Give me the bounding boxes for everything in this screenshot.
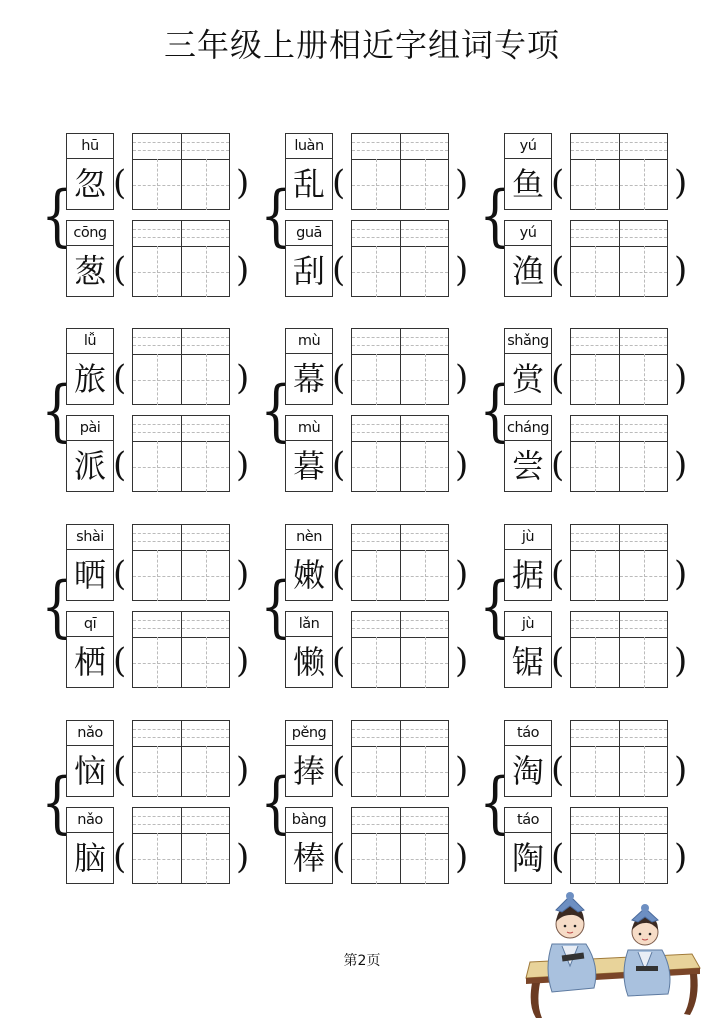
hanzi-character: 乱 bbox=[285, 158, 333, 210]
hanzi-character: 懒 bbox=[285, 636, 333, 688]
writing-grid-input[interactable] bbox=[351, 524, 449, 601]
left-paren: ( bbox=[551, 554, 565, 594]
writing-grid-input[interactable] bbox=[351, 220, 449, 297]
hanzi-character: 棒 bbox=[285, 832, 333, 884]
word-group bbox=[41, 720, 276, 890]
right-paren: ) bbox=[455, 445, 469, 485]
curly-brace: { bbox=[41, 568, 73, 645]
right-paren: ) bbox=[236, 641, 250, 681]
page-title: 三年级上册相近字组词专项 bbox=[163, 26, 560, 64]
char-row bbox=[66, 611, 276, 691]
hanzi-character: 忽 bbox=[66, 158, 114, 210]
writing-grid-input[interactable] bbox=[351, 415, 449, 492]
word-group bbox=[41, 524, 276, 694]
char-row bbox=[504, 611, 714, 691]
left-paren: ( bbox=[551, 445, 565, 485]
left-paren: ( bbox=[551, 837, 565, 877]
right-paren: ) bbox=[236, 445, 250, 485]
char-row bbox=[504, 328, 714, 408]
char-row bbox=[285, 220, 495, 300]
left-paren: ( bbox=[113, 554, 127, 594]
char-row bbox=[66, 720, 276, 800]
pinyin-label: mù bbox=[285, 415, 333, 441]
curly-brace: { bbox=[41, 372, 73, 449]
writing-grid-input[interactable] bbox=[132, 720, 230, 797]
left-paren: ( bbox=[551, 163, 565, 203]
writing-grid-input[interactable] bbox=[570, 415, 668, 492]
writing-grid-input[interactable] bbox=[132, 415, 230, 492]
writing-grid-input[interactable] bbox=[132, 807, 230, 884]
right-paren: ) bbox=[236, 837, 250, 877]
word-group bbox=[479, 328, 714, 498]
char-row bbox=[504, 720, 714, 800]
right-paren: ) bbox=[236, 358, 250, 398]
writing-grid-input[interactable] bbox=[351, 328, 449, 405]
pinyin-label: táo bbox=[504, 807, 552, 833]
writing-grid-input[interactable] bbox=[570, 328, 668, 405]
left-paren: ( bbox=[551, 750, 565, 790]
right-paren: ) bbox=[455, 837, 469, 877]
curly-brace: { bbox=[260, 764, 292, 841]
writing-grid-input[interactable] bbox=[351, 133, 449, 210]
pinyin-label: mù bbox=[285, 328, 333, 354]
left-paren: ( bbox=[332, 250, 346, 290]
pinyin-label: shǎng bbox=[504, 328, 552, 354]
writing-grid-input[interactable] bbox=[351, 611, 449, 688]
pinyin-label: pài bbox=[66, 415, 114, 441]
hanzi-character: 鱼 bbox=[504, 158, 552, 210]
writing-grid-input[interactable] bbox=[132, 133, 230, 210]
hanzi-character: 脑 bbox=[66, 832, 114, 884]
right-paren: ) bbox=[455, 250, 469, 290]
pinyin-label: guā bbox=[285, 220, 333, 246]
right-paren: ) bbox=[236, 554, 250, 594]
left-paren: ( bbox=[332, 554, 346, 594]
hanzi-character: 淘 bbox=[504, 745, 552, 797]
pinyin-label: lǎn bbox=[285, 611, 333, 637]
pinyin-label: pěng bbox=[285, 720, 333, 746]
right-paren: ) bbox=[455, 554, 469, 594]
char-row bbox=[66, 415, 276, 495]
char-row bbox=[504, 524, 714, 604]
hanzi-character: 栖 bbox=[66, 636, 114, 688]
curly-brace: { bbox=[41, 764, 73, 841]
left-paren: ( bbox=[332, 837, 346, 877]
hanzi-character: 派 bbox=[66, 440, 114, 492]
word-group bbox=[479, 524, 714, 694]
right-paren: ) bbox=[236, 250, 250, 290]
hanzi-character: 旅 bbox=[66, 353, 114, 405]
char-row bbox=[285, 328, 495, 408]
curly-brace: { bbox=[479, 568, 511, 645]
pinyin-label: táo bbox=[504, 720, 552, 746]
word-group bbox=[479, 720, 714, 890]
student-right-image bbox=[624, 904, 670, 996]
word-group bbox=[260, 133, 495, 303]
right-paren: ) bbox=[455, 750, 469, 790]
pinyin-label: yú bbox=[504, 220, 552, 246]
pinyin-label: cháng bbox=[504, 415, 552, 441]
word-group bbox=[479, 133, 714, 303]
left-paren: ( bbox=[332, 750, 346, 790]
curly-brace: { bbox=[41, 177, 73, 254]
pinyin-label: nèn bbox=[285, 524, 333, 550]
left-paren: ( bbox=[551, 250, 565, 290]
hanzi-character: 尝 bbox=[504, 440, 552, 492]
hanzi-character: 锯 bbox=[504, 636, 552, 688]
writing-grid-input[interactable] bbox=[570, 807, 668, 884]
char-row bbox=[504, 133, 714, 213]
pinyin-label: luàn bbox=[285, 133, 333, 159]
right-paren: ) bbox=[674, 554, 688, 594]
right-paren: ) bbox=[236, 163, 250, 203]
right-paren: ) bbox=[674, 358, 688, 398]
char-row bbox=[285, 611, 495, 691]
hanzi-character: 嫩 bbox=[285, 549, 333, 601]
word-group bbox=[41, 133, 276, 303]
hanzi-character: 刮 bbox=[285, 245, 333, 297]
left-paren: ( bbox=[332, 358, 346, 398]
char-row bbox=[285, 807, 495, 887]
writing-grid-input[interactable] bbox=[132, 328, 230, 405]
pinyin-label: bàng bbox=[285, 807, 333, 833]
writing-grid-input[interactable] bbox=[570, 220, 668, 297]
left-paren: ( bbox=[113, 837, 127, 877]
word-group bbox=[260, 720, 495, 890]
curly-brace: { bbox=[479, 764, 511, 841]
right-paren: ) bbox=[455, 641, 469, 681]
writing-grid-input[interactable] bbox=[570, 611, 668, 688]
hanzi-character: 暮 bbox=[285, 440, 333, 492]
right-paren: ) bbox=[674, 641, 688, 681]
writing-grid-input[interactable] bbox=[351, 720, 449, 797]
writing-grid-input[interactable] bbox=[351, 807, 449, 884]
char-row bbox=[504, 220, 714, 300]
pinyin-label: nǎo bbox=[66, 720, 114, 746]
word-group bbox=[260, 328, 495, 498]
curly-brace: { bbox=[260, 372, 292, 449]
right-paren: ) bbox=[674, 163, 688, 203]
left-paren: ( bbox=[551, 358, 565, 398]
right-paren: ) bbox=[455, 358, 469, 398]
left-paren: ( bbox=[332, 641, 346, 681]
pinyin-label: qī bbox=[66, 611, 114, 637]
hanzi-character: 晒 bbox=[66, 549, 114, 601]
writing-grid-input[interactable] bbox=[132, 524, 230, 601]
char-row bbox=[66, 133, 276, 213]
right-paren: ) bbox=[674, 250, 688, 290]
char-row bbox=[66, 220, 276, 300]
writing-grid-input[interactable] bbox=[570, 133, 668, 210]
pinyin-label: hū bbox=[66, 133, 114, 159]
left-paren: ( bbox=[113, 358, 127, 398]
hanzi-character: 据 bbox=[504, 549, 552, 601]
pinyin-label: cōng bbox=[66, 220, 114, 246]
writing-grid-input[interactable] bbox=[132, 220, 230, 297]
hanzi-character: 葱 bbox=[66, 245, 114, 297]
hanzi-character: 赏 bbox=[504, 353, 552, 405]
curly-brace: { bbox=[479, 177, 511, 254]
word-group bbox=[260, 524, 495, 694]
left-paren: ( bbox=[332, 445, 346, 485]
pinyin-label: yú bbox=[504, 133, 552, 159]
right-paren: ) bbox=[674, 837, 688, 877]
right-paren: ) bbox=[674, 750, 688, 790]
left-paren: ( bbox=[113, 163, 127, 203]
curly-brace: { bbox=[479, 372, 511, 449]
hanzi-character: 幕 bbox=[285, 353, 333, 405]
char-row bbox=[66, 328, 276, 408]
char-row bbox=[504, 415, 714, 495]
curly-brace: { bbox=[260, 568, 292, 645]
left-paren: ( bbox=[113, 250, 127, 290]
char-row bbox=[285, 133, 495, 213]
student-left-image bbox=[548, 892, 596, 992]
pinyin-label: shài bbox=[66, 524, 114, 550]
right-paren: ) bbox=[236, 750, 250, 790]
left-paren: ( bbox=[113, 641, 127, 681]
char-row bbox=[285, 415, 495, 495]
left-paren: ( bbox=[551, 641, 565, 681]
writing-grid-input[interactable] bbox=[570, 720, 668, 797]
pinyin-label: nǎo bbox=[66, 807, 114, 833]
left-paren: ( bbox=[332, 163, 346, 203]
hanzi-character: 渔 bbox=[504, 245, 552, 297]
hanzi-character: 陶 bbox=[504, 832, 552, 884]
left-paren: ( bbox=[113, 750, 127, 790]
curly-brace: { bbox=[260, 177, 292, 254]
pinyin-label: jù bbox=[504, 524, 552, 550]
hanzi-character: 捧 bbox=[285, 745, 333, 797]
writing-grid-input[interactable] bbox=[132, 611, 230, 688]
char-row bbox=[285, 720, 495, 800]
char-row bbox=[504, 807, 714, 887]
char-row bbox=[66, 807, 276, 887]
students-illustration bbox=[522, 888, 702, 1022]
left-paren: ( bbox=[113, 445, 127, 485]
right-paren: ) bbox=[674, 445, 688, 485]
word-group bbox=[41, 328, 276, 498]
writing-grid-input[interactable] bbox=[570, 524, 668, 601]
hanzi-character: 恼 bbox=[66, 745, 114, 797]
pinyin-label: lǚ bbox=[66, 328, 114, 354]
right-paren: ) bbox=[455, 163, 469, 203]
char-row bbox=[285, 524, 495, 604]
page-number: 第2页 bbox=[343, 953, 381, 969]
char-row bbox=[66, 524, 276, 604]
pinyin-label: jù bbox=[504, 611, 552, 637]
